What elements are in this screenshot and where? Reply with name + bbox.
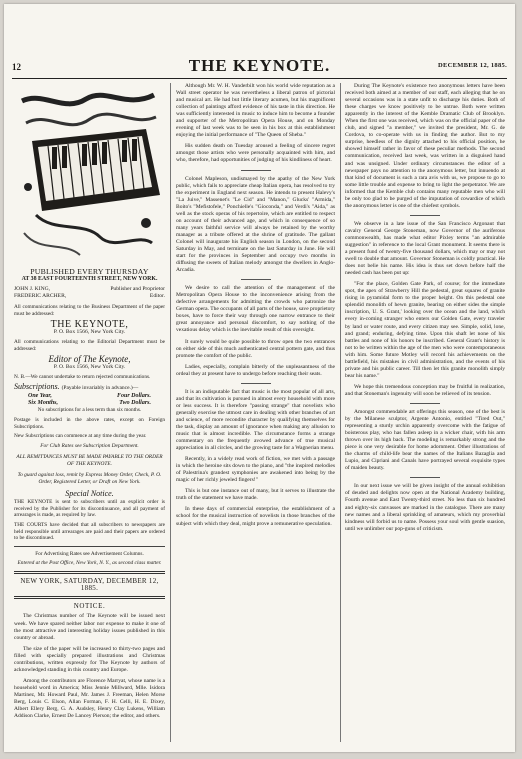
one-year-label: One Year, [28, 393, 52, 400]
business-note: All communications relating to the Business Department of the paper must be addressed: [14, 304, 165, 317]
separator [241, 279, 271, 280]
publisher-name: JOHN J. KING, [14, 286, 51, 293]
column-divider [340, 83, 341, 742]
article-paragraph: Recently, in a widely read work of fiction, we met with a passage in which the heroine sits down to the piano, and "the inspired melodies of Palestrina's grandest symphonies are awakened into being by the magic of her richly jeweled fingers!" [176, 456, 335, 484]
masthead: THE KEYNOTE. [188, 56, 331, 75]
office-address: AT 38 EAST FOURTEENTH STREET, NEW YORK. [21, 276, 158, 283]
publication-schedule: PUBLISHED EVERY THURSDAY [30, 267, 149, 276]
notice-paragraph: The size of the paper will be increased to thirty-two pages and filled with specially prepared illustrations and Christmas contributions, written expressly for The Keynote by authors of acknowledged standing in this country and Europe. [14, 645, 165, 673]
six-months-label: Six Months, [28, 400, 59, 407]
article-paragraph: It surely would be quite possible to throw open the two entrances on either side of this much authenticated central pottern gate, and thus promote the comfort of the public. [176, 338, 335, 359]
article-paragraph: We desire to call the attention of the management of the Metropolitan Opera House to the inconvenience arising from the defective arrangements for admitting the crowds who patronize the German opera. The occupants of all parts of the house, save proprietory boxes, have to force their way through one narrow entrance to their great annoyance and personal discomfort, to say nothing of the vexatious delay which is the inevitable result of this oversight. [176, 285, 335, 334]
article-paragraph: Amongst commendable art offerings this season, one of the best is by the Milanese sculptor, Argente Antonio, entitled "Tired Out," representing a sturdy urchin apparently overcome with the fatigue of boisterous play, who has fallen asleep in a wicker chair, with his arm thrown over its high back. The modeling is remarkably strong and the piece is one very desirable for home adornment. Other illustrations of the charms of child-life bear the names of the Italians Bazaglia and Lupio, and Cipriani and Canals have portrayed several exquisite types of maiden beauty. [345, 408, 505, 472]
guard-note: To guard against loss, remit by Express Money Order, Check, P. O. Order, Registered Letter, or Draft on New York. [17, 472, 162, 486]
article-paragraph: In our next issue we will be given insight of the annual exhibition of deuded and delights now open at the National Academy building, Fourth avenue and East Twenty-third street. No less than six hundred and eighty-six canvasses are marked in the catalogue. There are many new names and a liberal sprinkling of amateurs, which my proverbial kindness will forbid us to name. Possess your soul with gentle suasion, until we unlimber our pop-guns of criticism. [345, 483, 505, 532]
separator [241, 383, 271, 384]
keyboard-illustration-icon [14, 83, 165, 265]
notice-paragraph: Among the contributors are Florence Marryat, whose name is a household word in America; Miss Jennie Millward, Mlle. Isidora Martinez, Mr. Howard Paul, Mr. James J. Freeman, Helen Morse Berg, Louis C. Elson, Allan Forman, F. H. Celli, H. E. Dixey, Albert Ellery Berg, G. A. Audsley, Henry Clay Lukens, William Addison Clarke, Ernest De Lancey Pierson; the editor, and others. [14, 677, 165, 720]
article-paragraph: We observe in a late issue of the San Francisco Argonaut that cavalry General George Stoneman, now Governor of the auriferous commonwealth, has made what editor Pixley terms "an admirable suggestion" in reference to the local Grant monument. It seems there is a present fund of twenty-five thousand dollars, which may or may not swell to double that amount. Governor Stoneman is coldly practical. He does not belie his name. His idea is thus set down before half the needed cash has been put up: [345, 220, 505, 277]
dateline: NEW YORK, SATURDAY, DECEMBER 12, 1885. [20, 577, 159, 593]
article-paragraph: Although Mr. W. H. Vanderbilt won his world wide reputation as a Wall street operator he was nevertheless a liberal patron of pictorial and musical art. He had but little literary acumen, but his magnificent collection of paintings afford evidence of his taste in this direction. He was sufficiently interested in music to induce him to become a founder and supporter of the Metropolitan Opera House, and on Monday evening of last week was to be seen in his box at this establishment enjoying the initial performance of "The Queen of Sheba." [176, 83, 335, 139]
one-year-price: Four Dollars. [116, 393, 151, 400]
editor-address-box: P. O. Box 1566, New York City. [53, 363, 126, 370]
article-paragraph: Colonel Mapleson, undismayed by the apathy of the New York public, which fails to appreciate cheap Italian opera, has resolved to try the experiment in England next season. He intends to present Halevy's "La Juive," Massenet's "Le Cid" and "Manon," Glucks' "Armida," Boito's "Mefistofele," Ponchielle's "Gioconda," and Verdi's "Aida," as well as the stock operas of his repertoire, which are entitled to respect on account of their advanced age, and which in consequence of so many years faithful service will always be retained by the worthy manager as a tribute offered at the shrine of gratitude. The gallant Colonel will inaugurate his English season in London, on the second Saturday in May, and terminate on the last Saturday in June. He will start for the provinces in September and occupy two months in diffusing the sweets of Italian melody amongst the dwellers in Anglo-Arcadia. [176, 175, 335, 274]
editor-role: Editor. [149, 293, 165, 300]
separator [241, 170, 271, 171]
subscription-one-year [14, 393, 165, 400]
article-paragraph: His sudden death on Tuesday aroused a feeling of sincere regret amongst those artists who were personally acquainted with him, and who, therefore, had opportunities of judging of his kindliness of heart. [176, 143, 335, 164]
rejected-note: N. B.—We cannot undertake to return rejected communications. [14, 373, 151, 380]
advertising-note: For Advertising Rates see Advertisement Columns. [35, 550, 144, 557]
left-column [14, 83, 165, 744]
six-months-price: Two Dollars. [119, 400, 151, 407]
separator [410, 403, 440, 404]
new-subscriptions-note: New Subscriptions can commence at any time during the year. [14, 433, 147, 440]
special-notice-2: THE COURTS have decided that all subscribers to newspapers are held responsible until arrearages are paid and their papers are ordered to be discontinued. [14, 521, 165, 542]
staff-list [14, 286, 165, 300]
remittances-note: ALL REMITTANCES MUST BE MADE PAYABLE TO THE ORDER OF THE KEYNOTE. [16, 453, 163, 467]
page-number: 12 [12, 62, 21, 72]
publisher-role: Publisher and Proprietor [110, 286, 165, 293]
article-paragraph: During The Keynote's existence two anonymous letters have been received both aimed at a member of our staff, each alleging that he on several occasions was in a state unfit to discharge his duties. Both of these charges we know positively to be untrue. Both were written apparently in the interest of the Kemble Dramatic Club of Brooklyn. When the first one was received, which was on the official paper of the club, and signed "a member," we invited the president, Mr. G. de Cordova, to co-operate with us in finding the author. But to my surprise, heedless of the dignity attached to his official position, he showed himself rather in favor of these peculiar methods. The second communication, received last week, was written in a disguised hand and was unsigned. Under ordinary circumstances the editor of a newspaper pays no attention to the anonymous letter, but innuendo at that kind of document is such a rara avis with us, we propose to go to some little trouble and expense to bring to light the perpetrator. We are informed that the Kemble club contains many reputable men who will be only too glad to be purged of the imputation of cowardice of which the anonymous letter is one of the chiefest symbols. [345, 83, 505, 209]
column-divider [170, 83, 171, 742]
special-notice-title: Special Notice. [65, 489, 114, 499]
right-column [345, 83, 505, 744]
header-rule [12, 78, 507, 79]
editorial-note: All communications relating to the Editorial Department must be addressed: [14, 339, 165, 353]
article-paragraph: We hope this tremendous conception may be fruitful in realization, and that Stoneman's ingenuity will soon be relieved of its tension. [345, 383, 505, 397]
separator [410, 215, 440, 216]
double-rule [14, 571, 165, 574]
editor-name: FREDERIC ARCHER, [14, 293, 67, 300]
club-rates-note: For Club Rates see Subscription Department. [40, 442, 139, 449]
article-paragraph: Ladies, especially, complain bitterly of the unpleasantness of the ordeal they at present have to undergo before reaching their seats. [176, 363, 335, 377]
business-address-box: P. O. Box 1566, New York City. [53, 329, 126, 336]
notice-heading: NOTICE. [73, 602, 106, 611]
article-paragraph: In these days of commercial enterprise, the establishment of a school for the musical instruction of novelists in those branches of the subject with which they deal, might prove a remunerative speculation. [176, 506, 335, 527]
double-rule [14, 596, 165, 599]
subscriptions-title: Subscriptions. [14, 382, 60, 392]
masthead-illustration [14, 83, 165, 265]
special-notice-1: THE KEYNOTE is sent to subscribers until an explicit order is received by the Publisher for its discontinuance, and all payment of arrearages is made, as required by law. [14, 499, 165, 519]
rule [14, 546, 165, 547]
newspaper-page [4, 4, 515, 752]
issue-date: DECEMBER 12, 1885. [438, 62, 507, 69]
subscriptions-note: (Payable invariably in advance.)— [61, 385, 139, 392]
no-subscriptions-note: No subscriptions for a less term than six months. [37, 407, 142, 414]
separator [410, 477, 440, 478]
entered-note: Entered at the Post Office, New York, N. Y., as second class matter. [17, 560, 162, 567]
article-paragraph: It is an indisputable fact that music is the most popular of all arts, and that its cultivation is pursued in almost every household with more or less success. It is therefore "passing strange" that novelists who generally exercise the utmost care in dealing with other branches of art and science, of more recondite character by qualifying themselves for the task, display an amount of ignorance when making any allusion to music that is almost incredible. The circumstance forms a strange commentary on the frequently avowed advance of true musical appreciation in all circles, and the growing taste for a Wagnerian menu. [176, 388, 335, 452]
page-header [12, 56, 507, 80]
postage-note: Postage is included in the above rates, except on Foreign Subscriptions. [14, 417, 165, 430]
subscriptions-heading [14, 383, 165, 392]
business-address-title: THE KEYNOTE, [50, 319, 129, 331]
article-paragraph: This is but one instance out of many, but it serves to illustrate the truth of the statement we have made. [176, 488, 335, 502]
notice-paragraph: The Christmas number of The Keynote will be issued next week. We have spared neither labor nor expense to make it one of the most attractive and interesting holiday issues published in this country or abroad. [14, 613, 165, 641]
editor-address-title: Editor of The Keynote, [48, 353, 131, 364]
article-paragraph: "For the place, Golden Gate Park, of course; for the immediate spot, the apex of Strawberry Hill the pedestal, great squares of granite rising in pyramidal form to the proper height. On this pedestal one splendid monolith of hewn granite, bearing on either sides the simple inscription, U. S. Grant,' looking over the ocean and the land, which every in-coming stranger who enters our Golden Gate, every traveler by land or water route, and every citizen may see. Simple, solid, lone, and grand; enduring, defying time. Upon this shaft let none of his battles and none of his honors be inscribed. General Grant's history is not to be written within the age of the men who were contemporaneous with him. Some future Motley will record his achievements on the battlefield, his mistakes in civil administration, and the events of his private and his public career. Till then let this granite monolith simply bear his name." [345, 281, 505, 379]
middle-column [176, 83, 335, 744]
